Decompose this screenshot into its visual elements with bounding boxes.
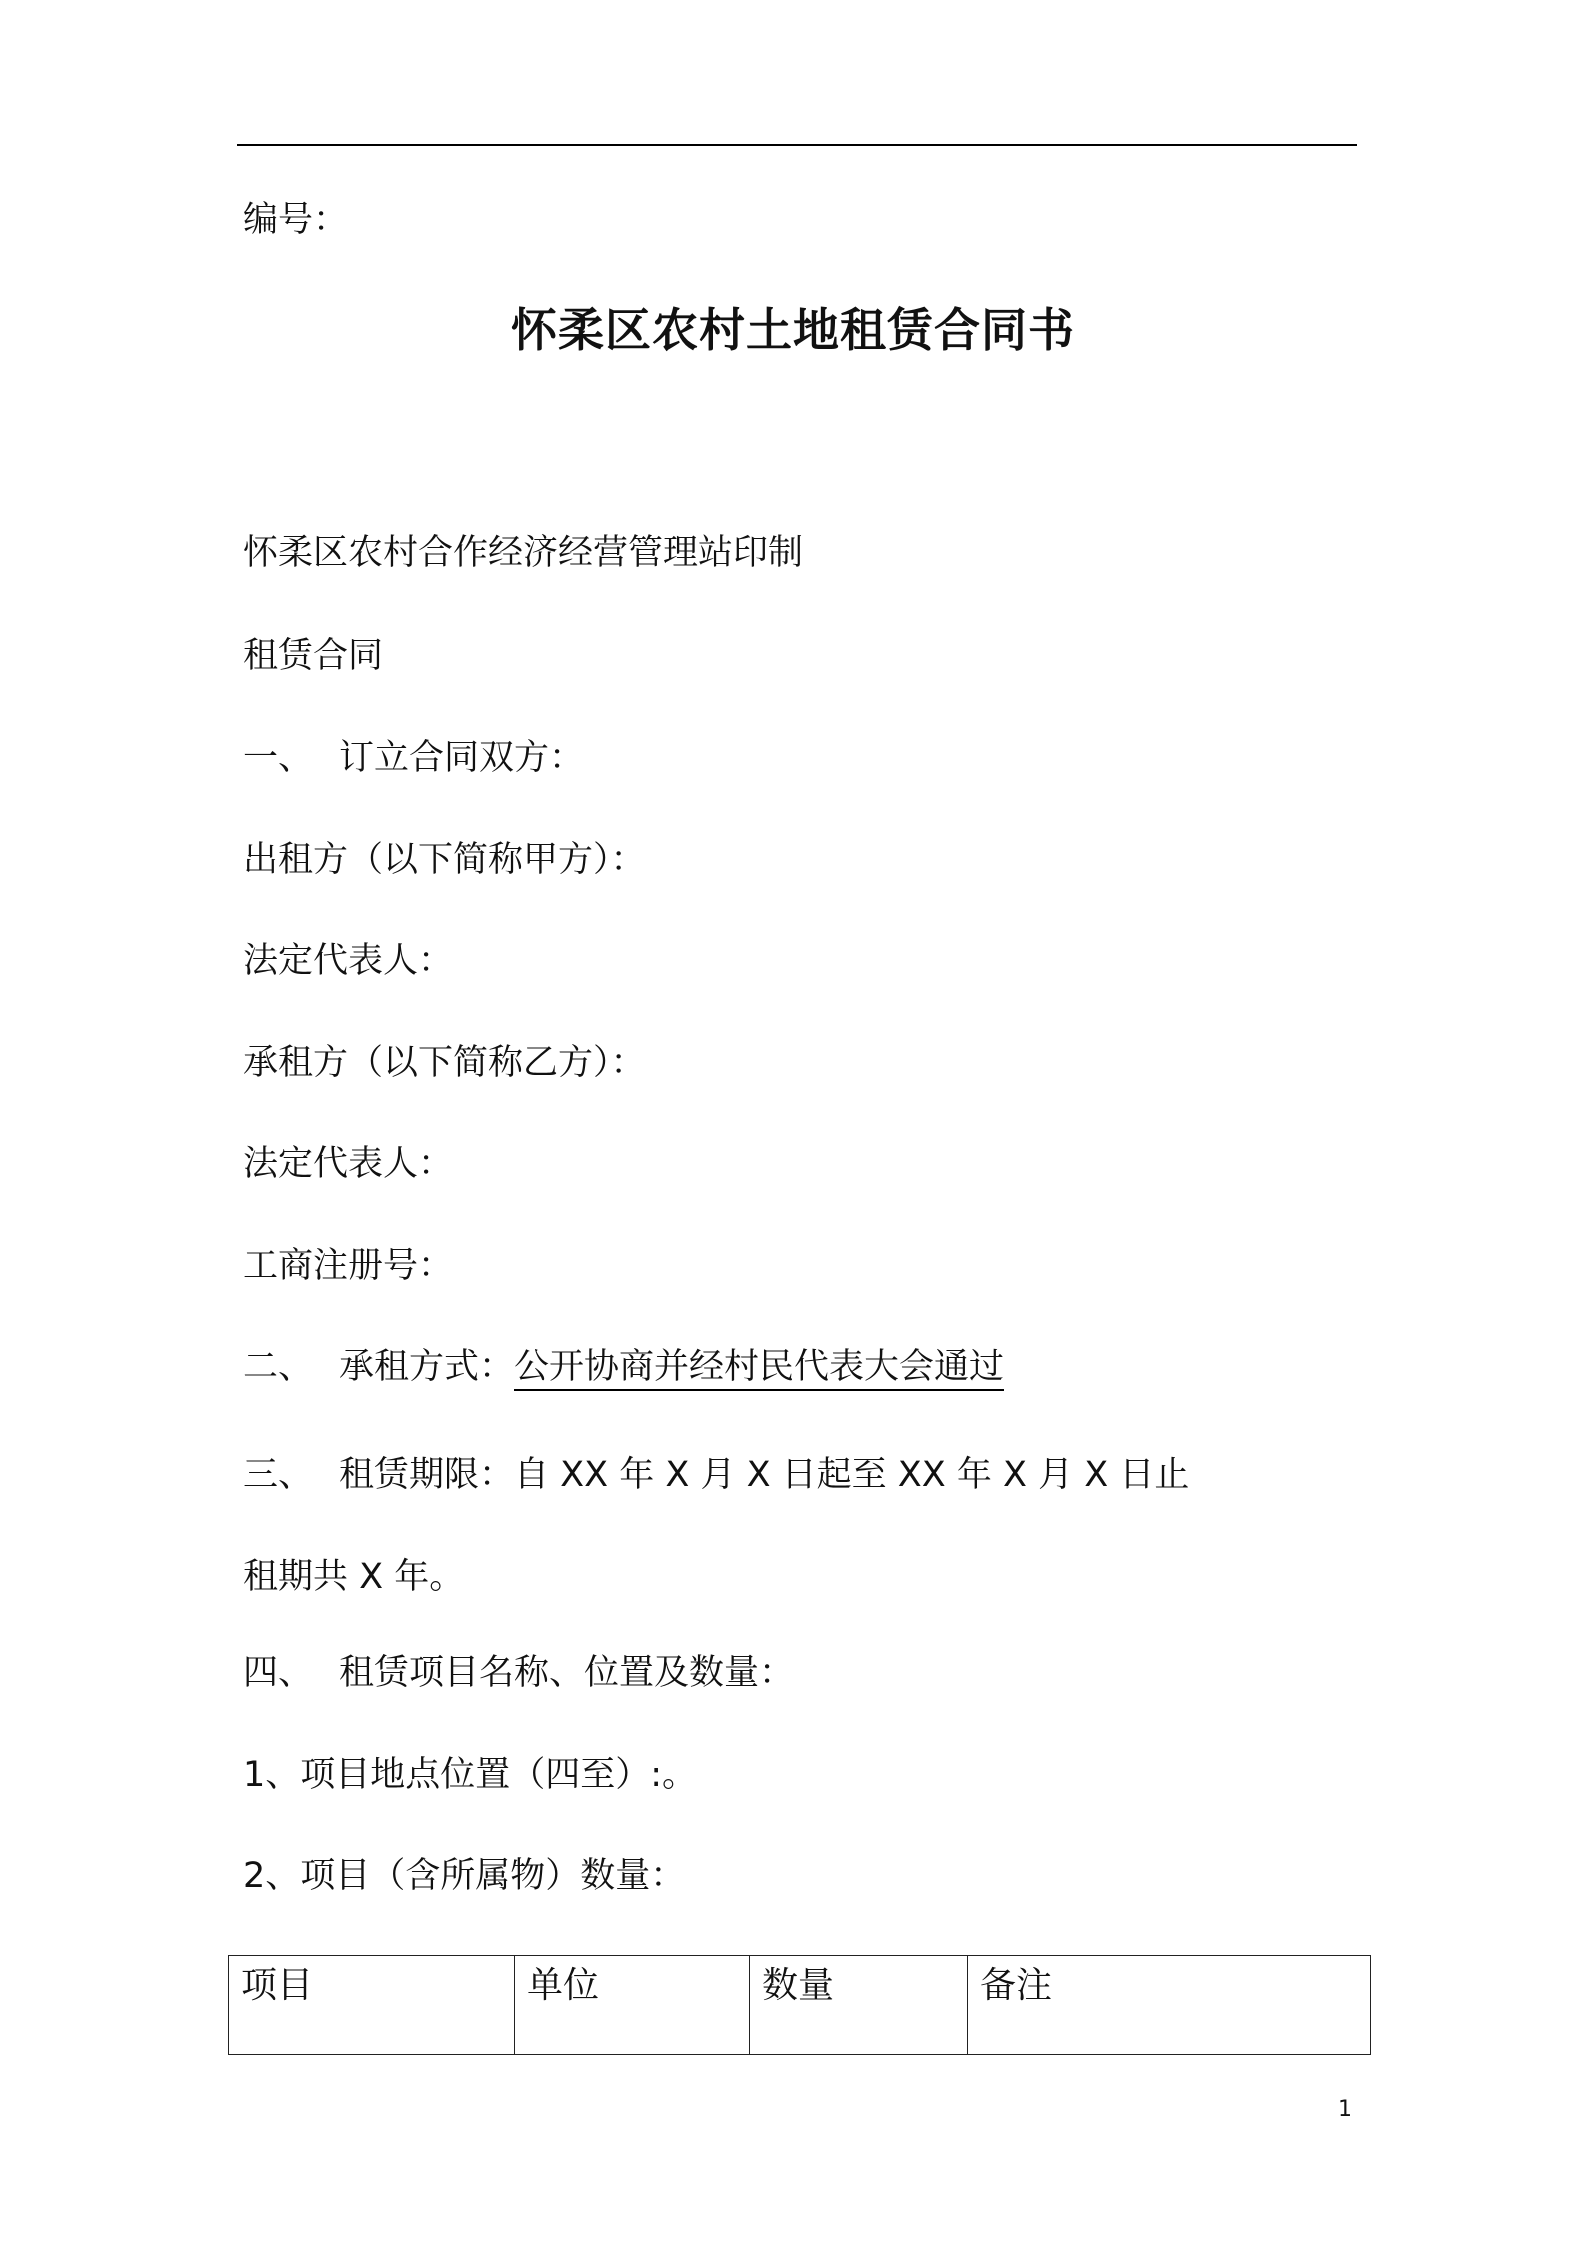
table-header-cell: 数量 [750, 1956, 968, 2055]
publisher-line: 怀柔区农村合作经济经营管理站印制 [243, 533, 804, 573]
table-header-row [229, 1956, 1371, 2055]
section-4-number: 四、 [243, 1653, 314, 1693]
section-3-title: 租赁期限： [339, 1455, 515, 1495]
section-3-number: 三、 [243, 1455, 314, 1495]
registration-number-label: 工商注册号： [243, 1246, 454, 1286]
section-3-heading [243, 1453, 1189, 1497]
page-number: 1 [1338, 2097, 1352, 2122]
section-4-heading [243, 1651, 794, 1695]
section-1-title: 订立合同双方： [339, 738, 585, 778]
section-1-heading [243, 736, 584, 780]
document-title: 怀柔区农村土地租赁合同书 [511, 303, 1075, 357]
section-2-number: 二、 [243, 1347, 314, 1387]
table-header-cell: 项目 [229, 1956, 515, 2055]
section-2-title: 承租方式： [339, 1347, 515, 1387]
lease-items-table [228, 1955, 1371, 2055]
section-4-title: 租赁项目名称、位置及数量： [339, 1653, 795, 1693]
serial-number-label: 编号： [243, 200, 349, 240]
item-quantity-line: 2、项目（含所属物）数量： [243, 1856, 686, 1896]
item-location-line: 1、项目地点位置（四至）:。 [243, 1755, 698, 1795]
table-header-cell: 单位 [515, 1956, 750, 2055]
lease-duration-line: 租期共 X 年。 [243, 1557, 465, 1597]
header-rule [237, 144, 1357, 146]
contract-subtitle: 租赁合同 [243, 636, 384, 676]
table-header-cell: 备注 [968, 1956, 1371, 2055]
lessor-label: 出租方（以下简称甲方）： [243, 840, 646, 880]
lessee-representative-label: 法定代表人： [243, 1144, 454, 1184]
lease-method-value: 公开协商并经村民代表大会通过 [514, 1347, 1004, 1391]
section-2-heading [243, 1345, 1004, 1389]
section-1-number: 一、 [243, 738, 314, 778]
lessor-representative-label: 法定代表人： [243, 941, 454, 981]
lease-term-value: 自 XX 年 X 月 X 日起至 XX 年 X 月 X 日止 [514, 1455, 1190, 1495]
lessee-label: 承租方（以下简称乙方）： [243, 1043, 646, 1083]
